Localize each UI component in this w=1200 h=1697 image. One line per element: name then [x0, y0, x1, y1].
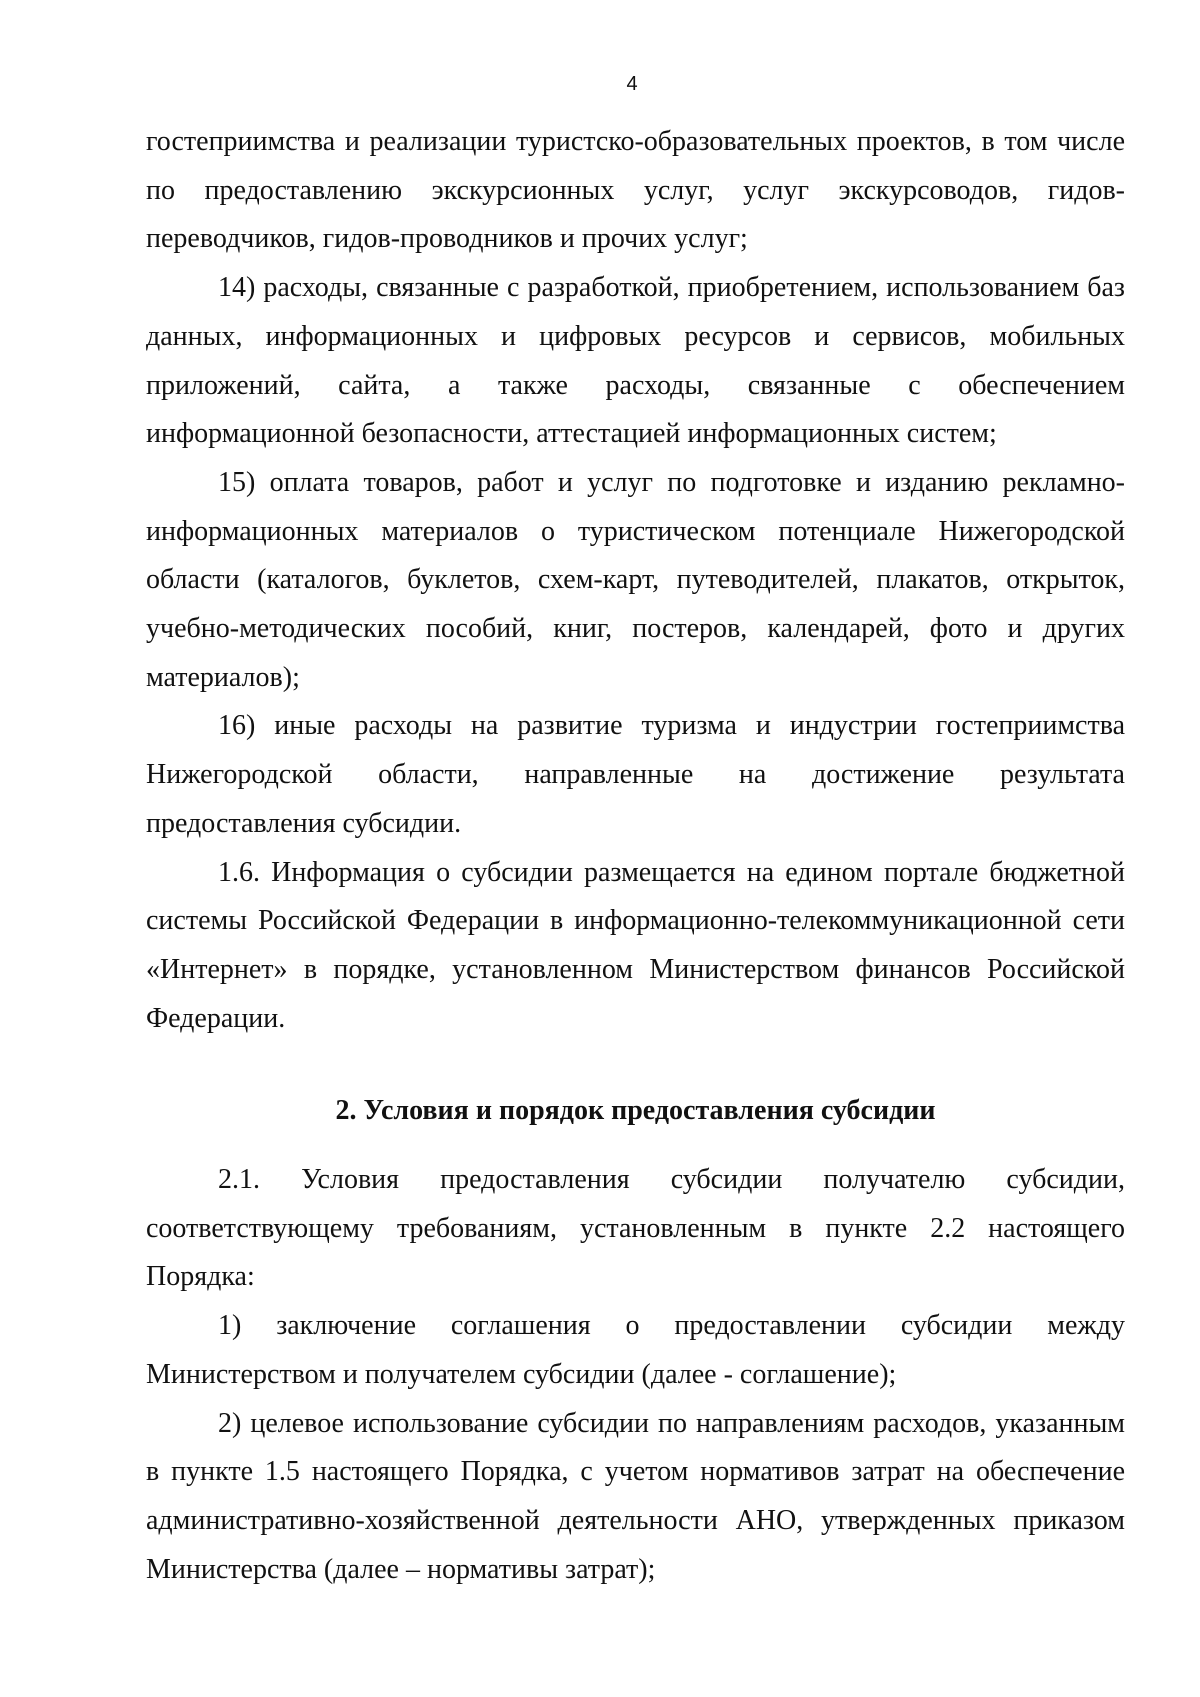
paragraph-item-16: 16) иные расходы на развитие туризма и индустрии гостеприимства Нижегородской области, направленные на достижение результата предоставления субсидии. [146, 710, 1125, 839]
document-body [146, 118, 1125, 1594]
paragraph-item-14: 14) расходы, связанные с разработкой, приобретением, использованием баз данных, информационных и цифровых ресурсов и сервисов, мобильных приложений, сайта, а также расходы, связанные с обеспечением информационной безопасности, аттестацией информационных систем; [146, 272, 1125, 450]
paragraph-1-6: 1.6. Информация о субсидии размещается на едином портале бюджетной системы Российской Федерации в информационно-телекоммуникационной сети «Интернет» в порядке, установленном Министерством финансов Российской Федерации. [146, 856, 1125, 1034]
section-heading: 2. Условия и порядок предоставления субсидии [335, 1095, 936, 1127]
paragraph-continuation: гостеприимства и реализации туристско-образовательных проектов, в том числе по предоставлению экскурсионных услуг, услуг экскурсоводов, гидов-переводчиков, гидов-проводников и прочих услуг; [146, 126, 1125, 255]
paragraph-item-15: 15) оплата товаров, работ и услуг по подготовке и изданию рекламно-информационных материалов о туристическом потенциале Нижегородской области (каталогов, буклетов, схем-карт, путеводителей, плакатов, открыток, учебно-методических пособий, книг, постеров, календарей, фото и других материалов); [146, 466, 1125, 693]
page-number: 4 [626, 73, 638, 95]
paragraph-2-1-item-2: 2) целевое использование субсидии по направлениям расходов, указанным в пункте 1.5 настоящего Порядка, с учетом нормативов затрат на обеспечение административно-хозяйственной деятельности АНО, утвержденных приказом Министерства (далее – нормативы затрат); [146, 1407, 1125, 1585]
paragraph-2-1: 2.1. Условия предоставления субсидии получателю субсидии, соответствующему требованиям, установленным в пункте 2.2 настоящего Порядка: [146, 1164, 1125, 1293]
paragraph-2-1-item-1: 1) заключение соглашения о предоставлении субсидии между Министерством и получателем субсидии (далее - соглашение); [146, 1310, 1125, 1390]
